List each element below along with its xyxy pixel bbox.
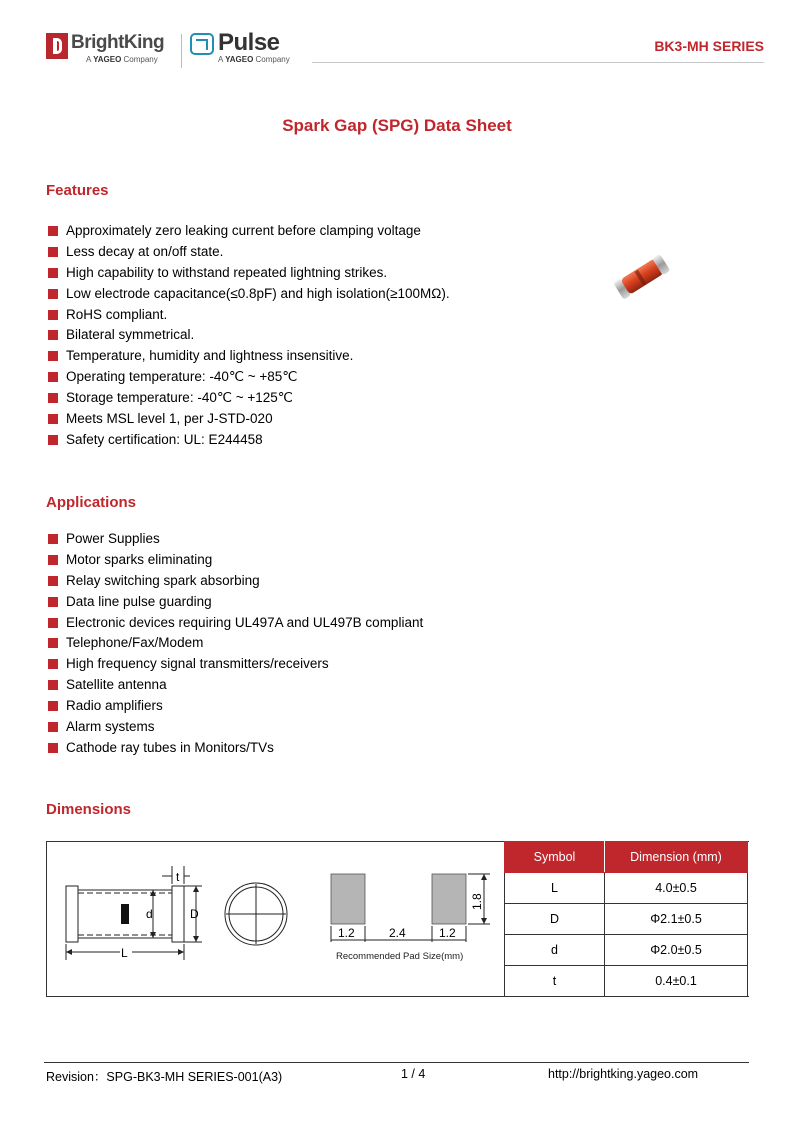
- brightking-mark-icon: [46, 33, 68, 59]
- column-header: Symbol: [505, 842, 605, 873]
- applications-list: [48, 529, 423, 759]
- table-cell: Φ2.0±0.5: [605, 935, 748, 966]
- pulse-name: Pulse: [218, 29, 280, 56]
- pad-left: [331, 874, 365, 924]
- footer-rule: [44, 1062, 749, 1063]
- footer-page-number: 1 / 4: [401, 1067, 426, 1081]
- list-item: Bilateral symmetrical.: [48, 325, 450, 346]
- document-title: Spark Gap (SPG) Data Sheet: [282, 116, 512, 135]
- dimensions-heading: Dimensions: [46, 801, 132, 818]
- list-item: Power Supplies: [48, 529, 423, 550]
- table-cell: 0.4±0.1: [605, 966, 748, 997]
- list-item: Alarm systems: [48, 717, 423, 738]
- label-d: d: [146, 907, 153, 921]
- list-item: Motor sparks eliminating: [48, 550, 423, 571]
- component-end-view: [225, 883, 287, 945]
- table-cell: d: [505, 935, 605, 966]
- list-item: Data line pulse guarding: [48, 592, 423, 613]
- table-row: [505, 935, 748, 966]
- table-row: [505, 873, 748, 904]
- list-item: Telephone/Fax/Modem: [48, 633, 423, 654]
- label-D: D: [190, 907, 199, 921]
- list-item: Safety certification: UL: E244458: [48, 430, 450, 451]
- brightking-logo: [46, 33, 172, 65]
- table-cell: D: [505, 904, 605, 935]
- list-item: Low electrode capacitance(≤0.8pF) and high isolation(≥100MΩ).: [48, 284, 450, 305]
- pulse-mark-icon: [190, 33, 214, 55]
- list-item: Storage temperature: -40℃ ~ +125℃: [48, 388, 450, 409]
- label-t: t: [176, 870, 180, 884]
- dimension-table: [504, 841, 748, 997]
- list-item: Less decay at on/off state.: [48, 242, 450, 263]
- features-heading: Features: [46, 182, 109, 199]
- pad-label-gap: 2.4: [389, 926, 406, 940]
- list-item: Approximately zero leaking current before clamping voltage: [48, 221, 450, 242]
- table-header-row: [505, 842, 748, 873]
- pulse-subtitle: A YAGEO Company: [218, 55, 290, 64]
- list-item: Satellite antenna: [48, 675, 423, 696]
- list-item: Cathode ray tubes in Monitors/TVs: [48, 738, 423, 759]
- list-item: High frequency signal transmitters/receivers: [48, 654, 423, 675]
- gap-marker: [121, 904, 129, 924]
- list-item: RoHS compliant.: [48, 305, 450, 326]
- pad-label-right: 1.2: [439, 926, 456, 940]
- list-item: High capability to withstand repeated lightning strikes.: [48, 263, 450, 284]
- pad-right: [432, 874, 466, 924]
- table-row: [505, 966, 748, 997]
- features-list: [48, 221, 450, 451]
- pulse-logo: [190, 31, 300, 65]
- column-header: Dimension (mm): [605, 842, 748, 873]
- list-item: Operating temperature: -40℃ ~ +85℃: [48, 367, 450, 388]
- brightking-name: BrightKing: [71, 32, 165, 53]
- pad-label-height: 1.8: [470, 893, 484, 910]
- list-item: Temperature, humidity and lightness insensitive.: [48, 346, 450, 367]
- list-item: Electronic devices requiring UL497A and UL497B compliant: [48, 613, 423, 634]
- applications-heading: Applications: [46, 494, 137, 511]
- list-item: Relay switching spark absorbing: [48, 571, 423, 592]
- pad-caption: Recommended Pad Size(mm): [336, 951, 464, 962]
- footer-revision: Revision：SPG-BK3-MH SERIES-001(A3): [46, 1070, 283, 1084]
- table-row: [505, 904, 748, 935]
- list-item: Radio amplifiers: [48, 696, 423, 717]
- table-cell: L: [505, 873, 605, 904]
- series-title: BK3-MH SERIES: [654, 38, 764, 54]
- list-item: Meets MSL level 1, per J-STD-020: [48, 409, 450, 430]
- brightking-subtitle: A YAGEO Company: [86, 55, 158, 64]
- header-rule: [312, 62, 764, 63]
- label-L: L: [121, 946, 128, 960]
- logo-divider: [181, 34, 182, 68]
- product-image: [608, 246, 678, 306]
- pad-label-left: 1.2: [338, 926, 355, 940]
- table-cell: t: [505, 966, 605, 997]
- footer-url[interactable]: http://brightking.yageo.com: [548, 1067, 699, 1081]
- table-cell: Φ2.1±0.5: [605, 904, 748, 935]
- table-cell: 4.0±0.5: [605, 873, 748, 904]
